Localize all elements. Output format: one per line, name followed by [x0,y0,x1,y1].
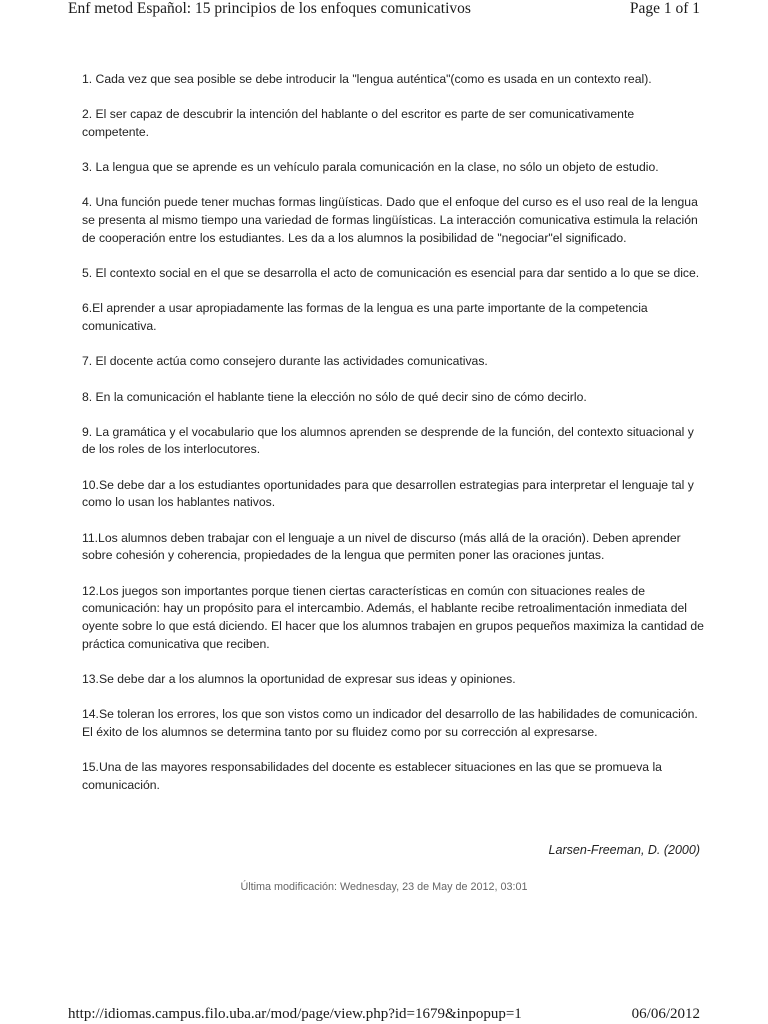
principle-12: 12.Los juegos son importantes porque tienen ciertas características en común con situaciones reales de comunicación: hay un propósito para el intercambio. Además, el hablante recibe retroalimentación inmediata del oyente sobre lo que está diciendo. El hacer que los alumnos trabajen en grupos pequeños maximiza la cantidad de práctica comunicativa que reciben. [82,583,704,652]
principle-8: 8. En la comunicación el hablante tiene la elección no sólo de qué decir sino de cómo decirlo. [82,389,587,404]
principle-2: 2. El ser capaz de descubrir la intención del hablante o del escritor es parte de ser comunicativamente competente. [82,107,635,139]
principle-1: 1. Cada vez que sea posible se debe introducir la "lengua auténtica"(como es usada en un contexto real). [82,72,652,86]
footer-url: http://idiomas.campus.filo.uba.ar/mod/page/view.php?id=1679&inpopup=1 [68,1006,522,1022]
principle-6: 6.El aprender a usar apropiadamente las formas de la lengua es una parte importante de la competencia comunicativa. [82,301,648,334]
principle-10: 10.Se debe dar a los estudiantes oportunidades para que desarrollen estrategias para interpretar el lenguaje tal y como lo usan los hablantes nativos. [82,477,694,510]
principle-7: 7. El docente actúa como consejero durante las actividades comunicativas. [82,354,488,369]
print-header [0,0,768,22]
principle-9: 9. La gramática y el vocabulario que los alumnos aprenden se desprende de la función, del contexto situacional y de los roles de los interlocutores. [82,424,694,457]
page-indicator: Page 1 of 1 [629,0,700,17]
footer-date: 06/06/2012 [631,1006,700,1022]
principle-14: 14.Se toleran los errores, los que son vistos como un indicador del desarrollo de las habilidades de comunicación. El éxito de los alumnos se determina tanto por su fluidez como por su corrección al expresarse. [82,707,698,740]
page-title: Enf metod Español: 15 principios de los enfoques comunicativos [68,0,471,17]
print-footer [0,1005,768,1024]
principle-5: 5. El contexto social en el que se desarrolla el acto de comunicación es esencial para dar sentido a lo que se dice. [82,266,700,281]
principle-11: 11.Los alumnos deben trabajar con el lenguaje a un nivel de discurso (más allá de la oración). Deben aprender sobre cohesión y coherencia, propiedades de la lengua que permiten poner las oraciones juntas. [82,530,681,563]
principle-3: 3. La lengua que se aprende es un vehículo parala comunicación en la clase, no sólo un objeto de estudio. [82,160,659,175]
principle-13: 13.Se debe dar a los alumnos la oportunidad de expresar sus ideas y opiniones. [82,672,516,687]
principle-4: 4. Una función puede tener muchas formas lingüísticas. Dado que el enfoque del curso es el uso real de la lengua se presenta al mismo tiempo una variedad de formas lingüísticas. La interacción comunicativa estimula la relación de cooperación entre los estudiantes. Les da a los alumnos la posibilidad de "negociar"el significado. [82,195,698,245]
citation: Larsen-Freeman, D. (2000) [548,843,700,857]
principle-15: 15.Una de las mayores responsabilidades del docente es establecer situaciones en las que se promueva la comunicación. [82,760,662,793]
principles-list [82,71,704,812]
last-modified: Última modificación: Wednesday, 23 de May de 2012, 03:01 [240,881,528,893]
